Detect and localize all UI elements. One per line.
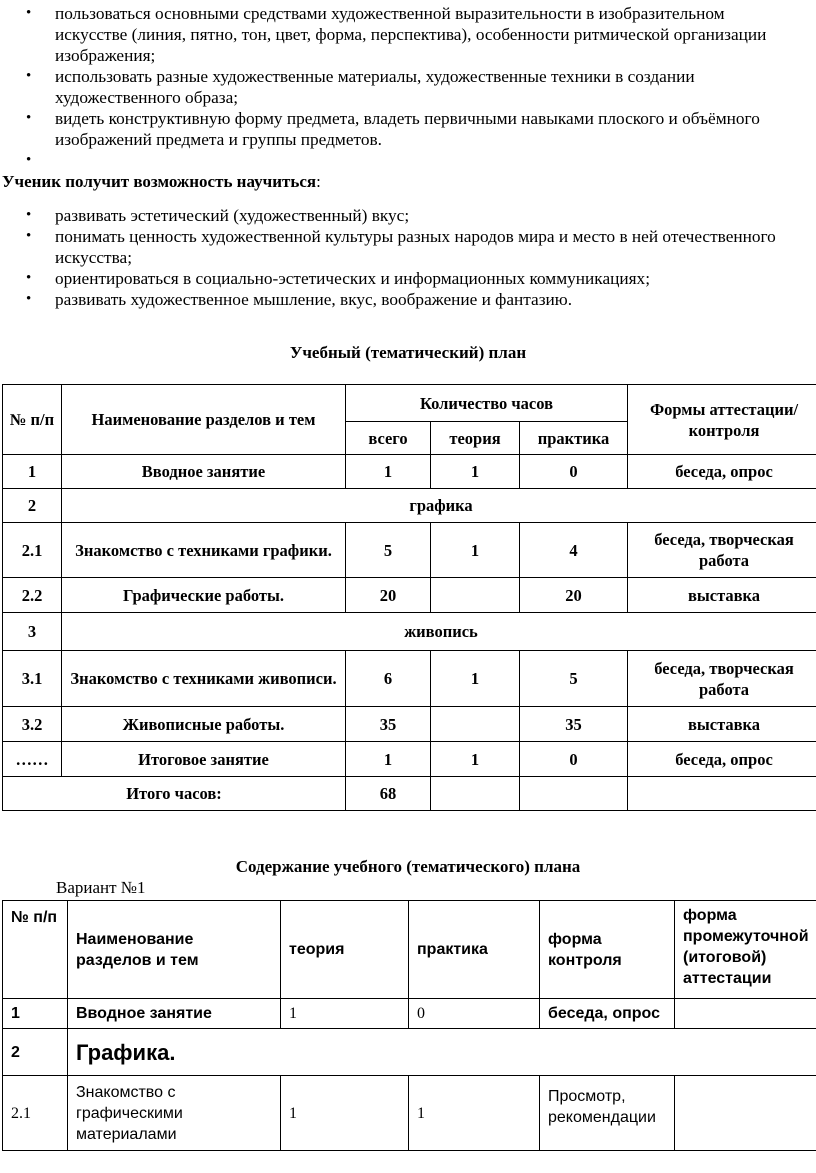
list-item: • пользоваться основными средствами художественной выразительности в изобразительном искусстве (линия, пятно, тон, цвет, форма, перспектива), особенности ритмической организации изображения; [0,3,800,66]
table-row: 3.1 Знакомство с техниками живописи. 6 1 5 беседа, творческая работа [3,651,816,707]
header-control: форма контроля [540,901,675,999]
header-num: № п/п [3,901,68,999]
header-attest: форма промежуточной (итоговой) аттестации [675,901,816,999]
header-hours: Количество часов [346,385,628,422]
header-theory: теория [431,422,520,455]
list-item-empty [0,150,800,171]
plan-title: Учебный (тематический) план [289,343,527,362]
list-item: • развивать художественное мышление, вкус, воображение и фантазию. [0,289,800,310]
table-row: 1 Вводное занятие 1 1 0 беседа, опрос [3,455,816,489]
table-total-row: Итого часов: 68 [3,777,816,811]
header-name: Наименование разделов и тем [68,901,281,999]
content-title: Содержание учебного (тематического) плана [235,857,581,876]
list-item: • ориентироваться в социально-эстетических и информационных коммуникациях; [0,268,800,289]
list-item: • использовать разные художественные материалы, художественные техники в создании художественного образа; [0,66,800,108]
table-section-row: 2 Графика. [3,1029,816,1076]
table-header-row [3,901,816,999]
plan-table [2,384,816,811]
header-name: Наименование разделов и тем [62,385,346,455]
opportunities-list [0,205,800,310]
table-row: 2.1 Знакомство с техниками графики. 5 1 4 беседа, творческая работа [3,523,816,578]
table-row: 1 Вводное занятие 1 0 беседа, опрос [3,999,816,1029]
header-practice: практика [520,422,628,455]
table-row: 3.2 Живописные работы. 35 35 выставка [3,707,816,742]
header-num: № п/п [3,385,62,455]
table-header-row [3,385,816,422]
table-row: …… Итоговое занятие 1 1 0 беседа, опрос [3,742,816,777]
header-practice: практика [409,901,540,999]
header-forms: Формы аттестации/контроля [628,385,816,455]
variant-label: Вариант №1 [56,878,146,897]
content-table [2,900,816,1151]
table-row: 2.1 Знакомство с графическими материалами 1 1 Просмотр, рекомендации [3,1076,816,1151]
skills-list [0,3,800,171]
list-item: • развивать эстетический (художественный) вкус; [0,205,800,226]
table-section-row: 3 живопись [3,613,816,651]
list-item: • видеть конструктивную форму предмета, владеть первичными навыками плоского и объёмного изображений предмета и группы предметов. [0,108,800,150]
list-item: • понимать ценность художественной культуры разных народов мира и место в ней отечественного искусства; [0,226,800,268]
table-section-row: 2 графика [3,489,816,523]
table-row: 2.2 Графические работы. 20 20 выставка [3,578,816,613]
section-heading: Ученик получит возможность научиться: [2,172,321,191]
header-total: всего [346,422,431,455]
header-theory: теория [281,901,409,999]
